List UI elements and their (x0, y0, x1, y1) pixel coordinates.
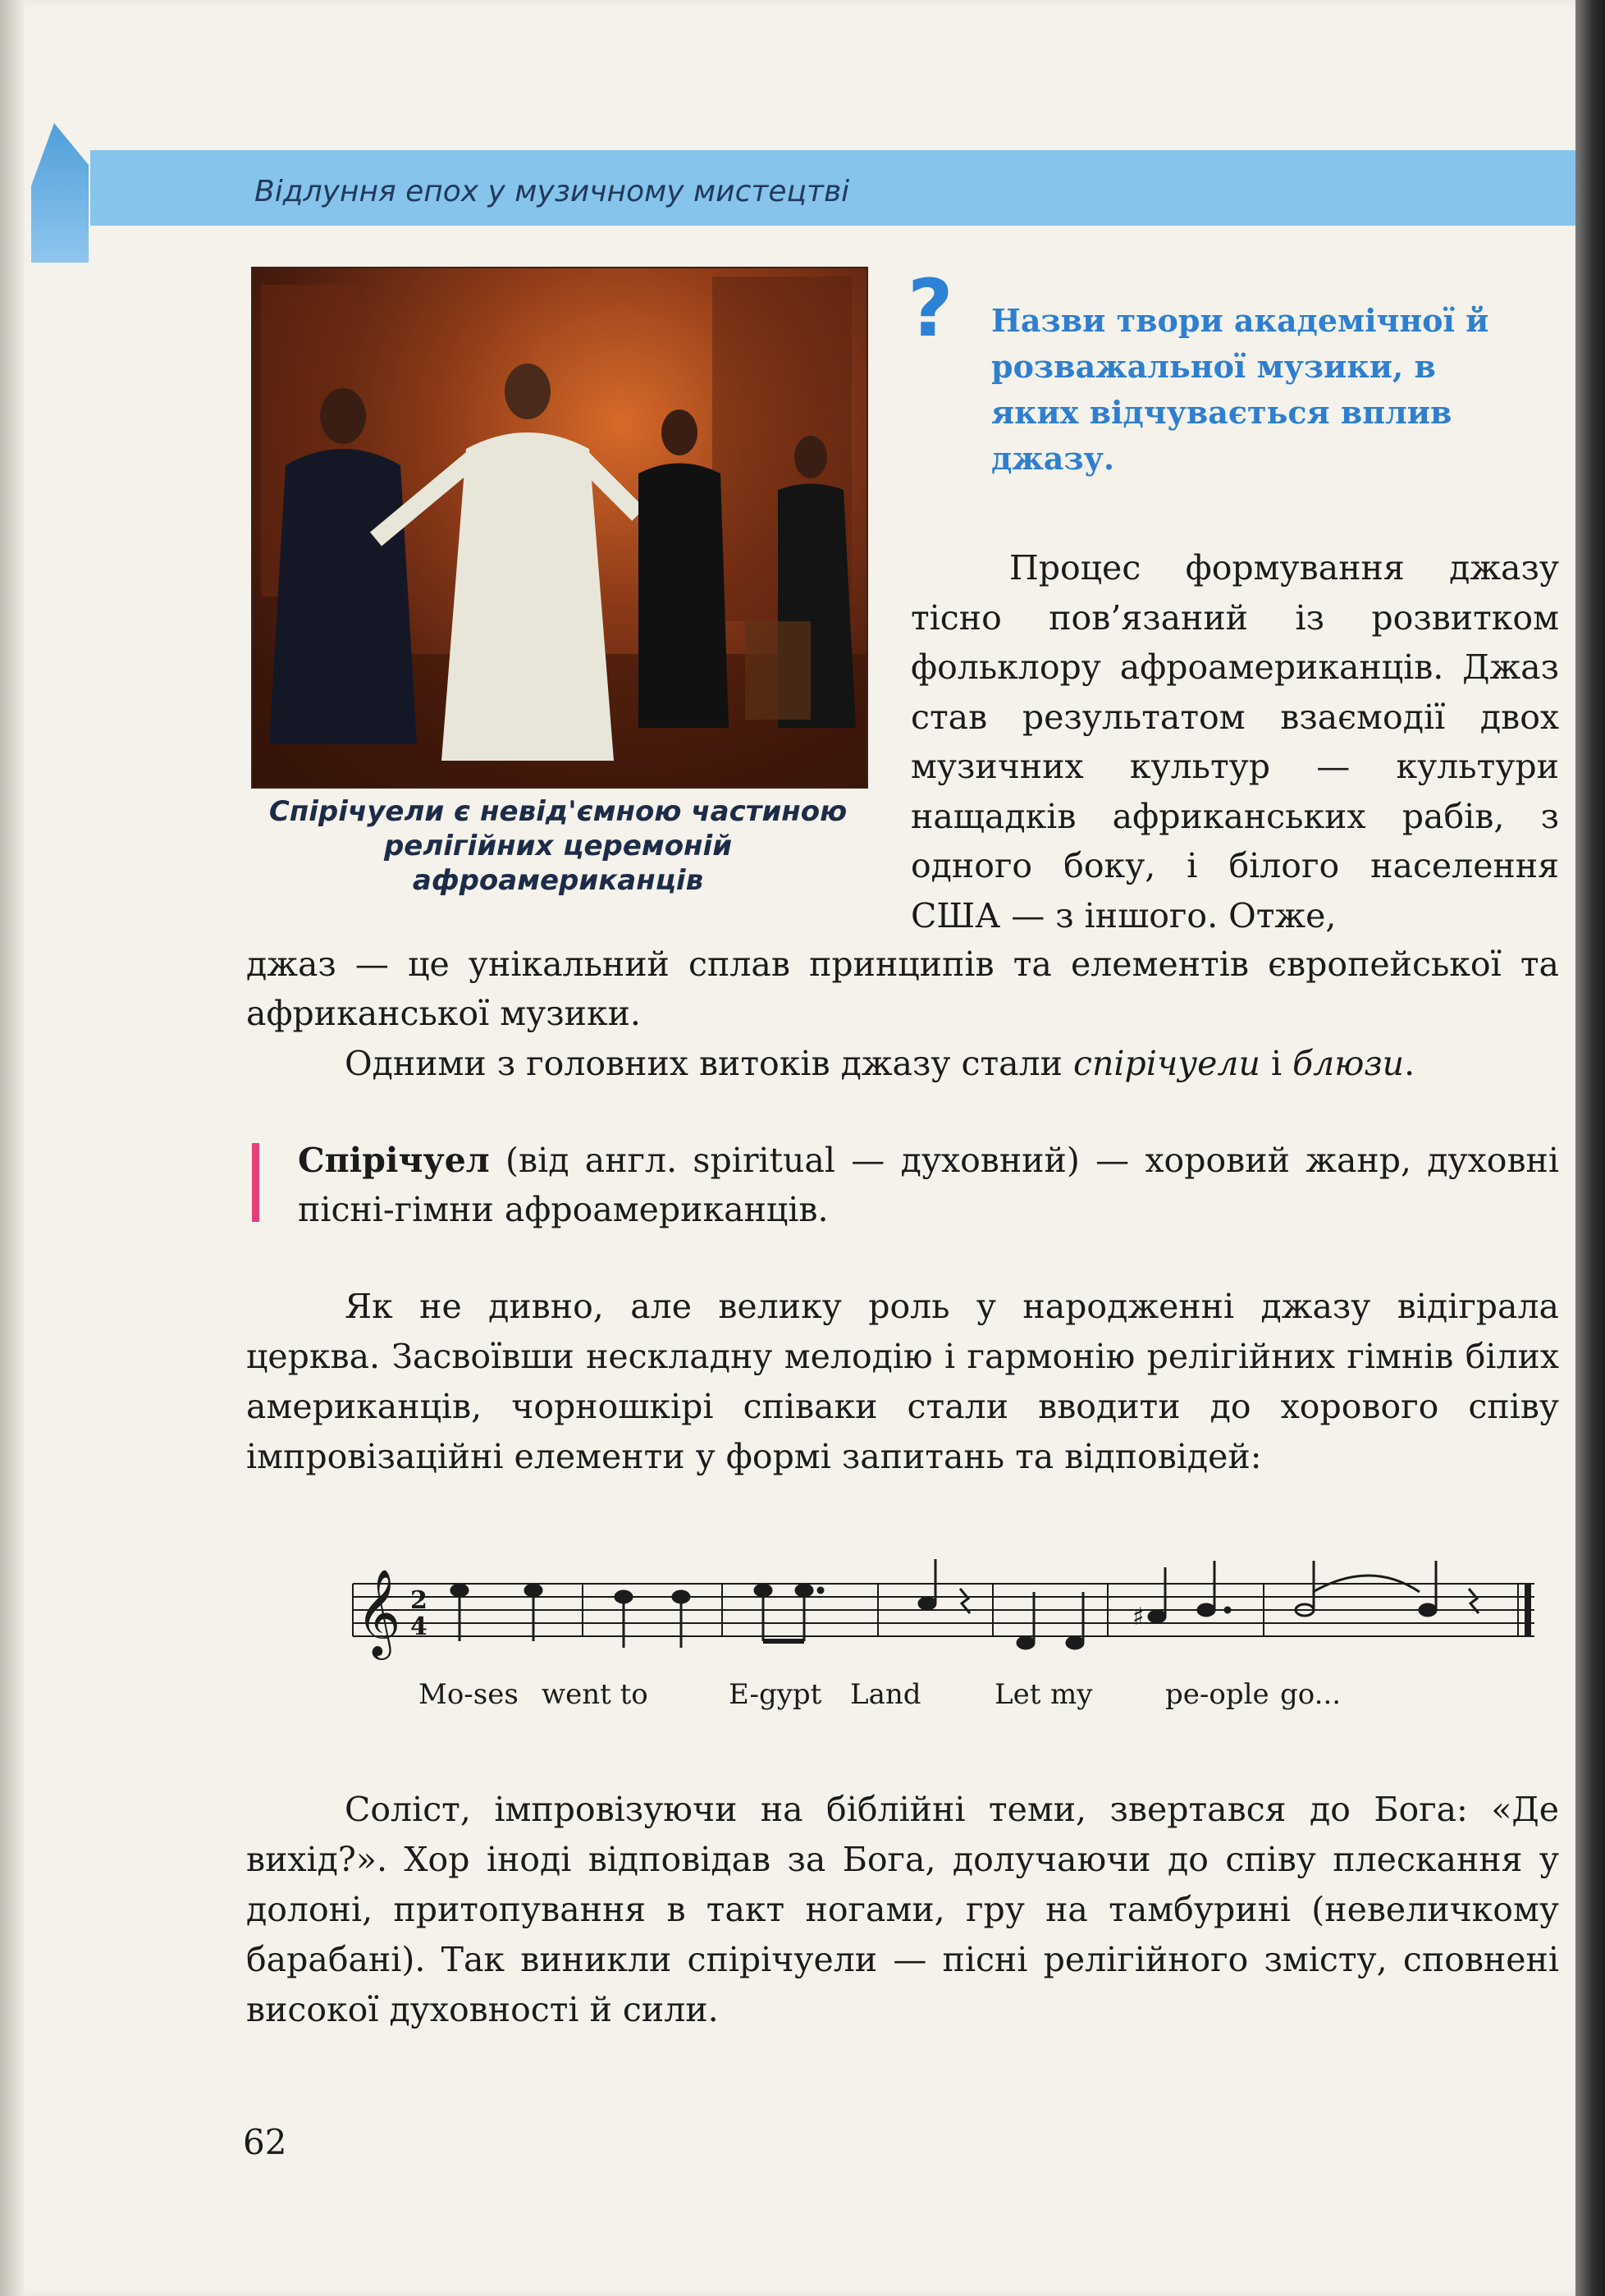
question-icon: ? (908, 263, 953, 354)
lyric: E-gypt (729, 1678, 822, 1711)
treble-clef-icon: 𝄞 (356, 1568, 401, 1656)
paragraph-jazz-origins (246, 1039, 1559, 1088)
time-signature-top: 2 (410, 1586, 428, 1615)
photo-caption: Спірічуели є невід'ємною частиною релігійних церемоній афроамериканців (268, 795, 848, 897)
paragraph-jazz-formation: Процес формування джазу тісно пов’язаний із розвитком фольклору афроамериканців. Джаз став результатом взаємодії двох музичних культур — культури нащадків африканських рабів, з одного боку, і білого населення США — з іншого. Отже, (911, 548, 1559, 935)
book-spine (1575, 0, 1605, 2296)
question-text: Назви твори академічної й розважальної музики, в яких відчувається вплив джазу. (991, 302, 1489, 477)
lyric: pe-ople (1165, 1678, 1269, 1711)
note (1149, 1611, 1165, 1622)
note (1198, 1604, 1214, 1616)
definition-spiritual (298, 1136, 1559, 1234)
page-edge (0, 0, 25, 2296)
definition-term: Спірічуел (298, 1141, 490, 1180)
sharp-icon: ♯ (1132, 1603, 1145, 1631)
lyric: Land (850, 1678, 921, 1711)
paragraph-church-role: Як не дивно, але велику роль у народженні джазу відіграла церква. Засвоївши нескладну мелодію і гармонію релігійних гімнів білих американців, чорношкірі співаки стали вводити до хорового співу імпровізаційні елементи у формі запитань та відповідей: (246, 1287, 1559, 1476)
music-staff (336, 1559, 1551, 1674)
paragraph-soloist: Соліст, імпровізуючи на біблійні теми, звертався до Бога: «Де вихід?». Хор іноді відповідав за Бога, долучаючи до співу плескання у долоні, притопування в такт ногами, гру на тамбурині (невеличкому барабані). Так виникли спірічуели — пісні релігійного змісту, сповнені високої духовності й сили. (246, 1790, 1559, 2029)
choir-photo (251, 267, 868, 789)
origins-conjunction: і (1260, 1044, 1293, 1083)
page-number: 62 (243, 2122, 287, 2162)
term-spirituals: спірічуели (1073, 1044, 1260, 1083)
lyric: Mo-ses (418, 1678, 519, 1711)
paragraph-jazz-formation-continued: джаз — це унікальний сплав принципів та елементів європейської та африканської музики. (246, 944, 1559, 1033)
lyric: my (1050, 1678, 1093, 1711)
note (1420, 1604, 1436, 1616)
note (1017, 1637, 1034, 1649)
lyric: went to (542, 1678, 648, 1711)
note (919, 1598, 935, 1609)
lyric: Let (995, 1678, 1041, 1711)
chapter-title: Відлуння епох у музичному мистецтві (254, 175, 850, 208)
definition-marker (252, 1143, 259, 1222)
term-blues: блюзи (1292, 1044, 1405, 1083)
note (1067, 1637, 1083, 1649)
time-signature-bottom: 4 (410, 1612, 428, 1641)
lyric: go... (1280, 1678, 1342, 1711)
origins-end: . (1404, 1044, 1415, 1083)
definition-text: (від англ. spiritual — духовний) — хоровий жанр, духовні пісні-гімни афроамериканців. (298, 1141, 1559, 1229)
origins-text: Одними з головних витоків джазу стали (345, 1044, 1073, 1083)
